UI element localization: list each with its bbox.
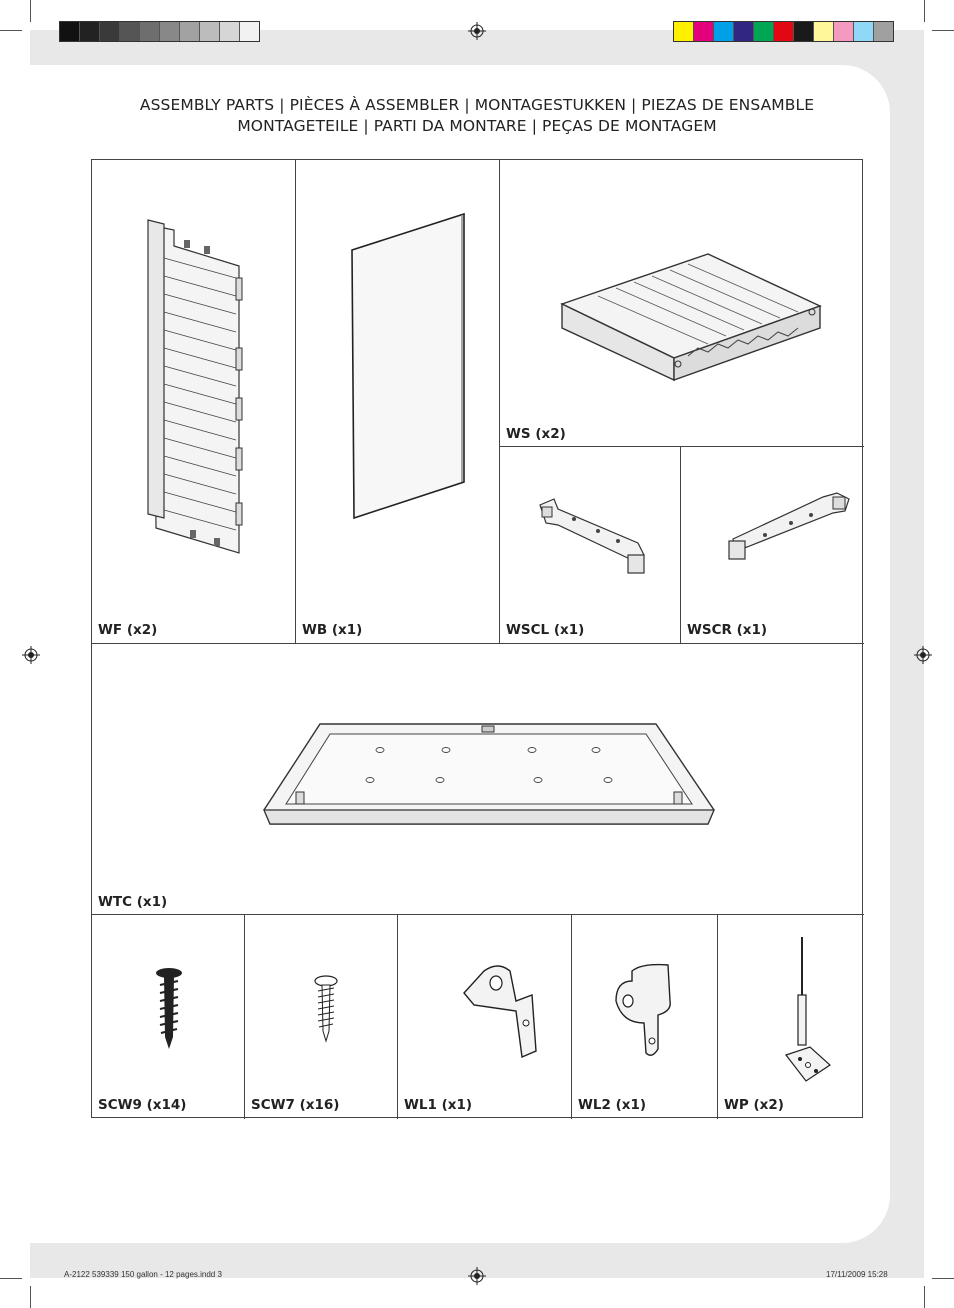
color-swatch (240, 22, 259, 41)
color-swatch (814, 22, 834, 41)
registration-mark-icon (468, 22, 486, 40)
part-cell-wtc (92, 643, 864, 915)
color-swatch (734, 22, 754, 41)
process-color-bar (673, 21, 894, 42)
part-cell-wp (718, 915, 864, 1119)
screw-7-drawing (313, 975, 339, 1043)
color-swatch (774, 22, 794, 41)
color-swatch (80, 22, 100, 41)
crop-mark (924, 1286, 925, 1308)
color-swatch (180, 22, 200, 41)
grey-color-bar (59, 21, 260, 42)
crop-mark (924, 0, 925, 22)
wall-frame-drawing (134, 218, 254, 558)
color-swatch (694, 22, 714, 41)
footer-date: 17/11/2009 15:28 (826, 1270, 888, 1279)
wall-pin-drawing (780, 935, 840, 1095)
color-swatch (140, 22, 160, 41)
crop-mark (0, 30, 22, 31)
registration-mark-icon (914, 646, 932, 664)
registration-mark-icon (22, 646, 40, 664)
part-label-wtc: WTC (x1) (98, 894, 168, 910)
color-swatch (794, 22, 814, 41)
wall-shelf-drawing (558, 248, 833, 383)
part-cell-wscr (681, 447, 864, 643)
part-cell-wb (296, 160, 500, 643)
part-cell-wscl (500, 447, 681, 643)
crop-mark (932, 1278, 954, 1279)
color-swatch (754, 22, 774, 41)
wall-lock-1-drawing (454, 961, 544, 1061)
part-cell-wl1 (398, 915, 572, 1119)
part-label-wl2: WL2 (x1) (578, 1097, 647, 1113)
part-label-wscr: WSCR (x1) (687, 622, 768, 638)
part-cell-ws (500, 160, 864, 447)
part-label-wp: WP (x2) (724, 1097, 784, 1113)
wall-back-panel-drawing (346, 212, 466, 522)
color-swatch (100, 22, 120, 41)
registration-mark-icon (468, 1267, 486, 1285)
screw-9-drawing (154, 967, 184, 1051)
shelf-connector-right-drawing (725, 489, 855, 569)
part-label-wf: WF (x2) (98, 622, 158, 638)
crop-mark (30, 1286, 31, 1308)
color-swatch (160, 22, 180, 41)
page-title-line-1: ASSEMBLY PARTS | PIÈCES À ASSEMBLER | MONTAGESTUKKEN | PIEZAS DE ENSAMBLE (139, 96, 815, 114)
color-swatch (200, 22, 220, 41)
part-cell-scw7 (245, 915, 398, 1119)
shelf-connector-left-drawing (538, 497, 648, 577)
parts-grid (91, 159, 863, 1118)
crop-mark (0, 1278, 22, 1279)
crop-mark (30, 0, 31, 22)
wall-lock-2-drawing (608, 961, 688, 1061)
wall-top-cover-drawing (260, 720, 720, 840)
crop-mark (932, 30, 954, 31)
footer-file-name: A-2122 539339 150 gallon - 12 pages.indd 3 (64, 1270, 222, 1279)
color-swatch (674, 22, 694, 41)
part-label-scw9: SCW9 (x14) (98, 1097, 187, 1113)
part-label-wb: WB (x1) (302, 622, 363, 638)
color-swatch (120, 22, 140, 41)
color-swatch (834, 22, 854, 41)
part-cell-wf (92, 160, 296, 643)
part-label-scw7: SCW7 (x16) (251, 1097, 340, 1113)
part-cell-scw9 (92, 915, 245, 1119)
part-label-wl1: WL1 (x1) (404, 1097, 473, 1113)
part-cell-wl2 (572, 915, 718, 1119)
color-swatch (854, 22, 874, 41)
part-label-wscl: WSCL (x1) (506, 622, 585, 638)
part-label-ws: WS (x2) (506, 426, 566, 442)
color-swatch (714, 22, 734, 41)
color-swatch (60, 22, 80, 41)
color-swatch (220, 22, 240, 41)
page-title-line-2: MONTAGETEILE | PARTI DA MONTARE | PEÇAS DE MONTAGEM (237, 117, 717, 135)
color-swatch (874, 22, 893, 41)
